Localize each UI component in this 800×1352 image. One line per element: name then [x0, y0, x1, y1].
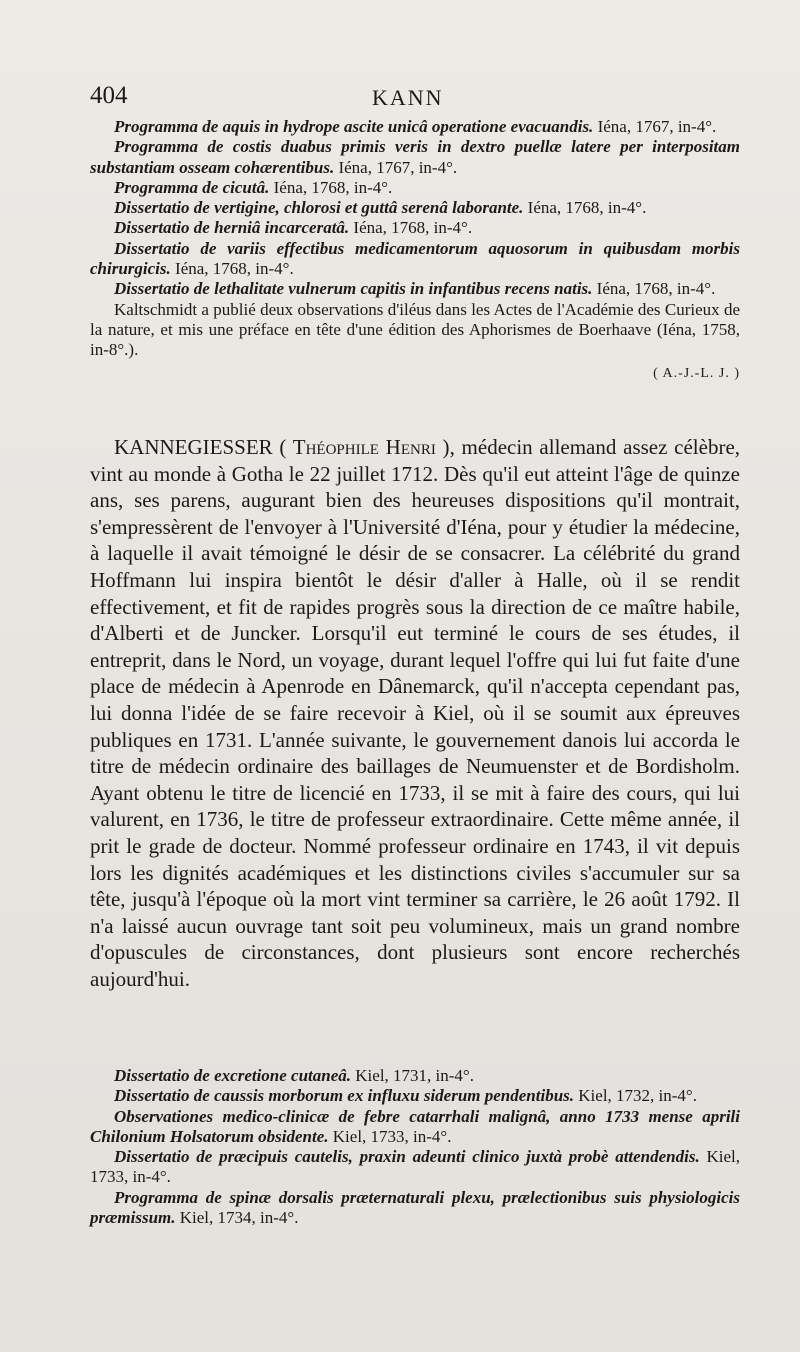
bibliography-entry: [90, 198, 740, 218]
work-title: Dissertatio de variis effectibus medicamentorum aquosorum in quibusdam morbis chirurgicis.: [90, 238, 740, 279]
kannegiesser-article: [90, 434, 740, 992]
bibliography-entry: [90, 1107, 740, 1148]
forenames: ( Théophile Henri ): [279, 435, 450, 459]
work-details: Kiel, 1734, in-4°.: [175, 1208, 299, 1228]
work-details: Iéna, 1768, in-4°.: [592, 279, 716, 299]
work-details: Iéna, 1767, in-4°.: [334, 157, 458, 177]
work-title: Programma de cicutâ.: [114, 177, 270, 197]
page-number: 404: [90, 82, 128, 109]
kann-note: Kaltschmidt a publié deux observations d'iléus dans les Actes de l'Académie des Curieux de la nature, et mis une préface en tête d'une édition des Aphorismes de Boerhaave (Iéna, 1758, in-8°.).: [90, 299, 740, 360]
bibliography-entry: [90, 137, 740, 178]
work-title: Programma de spinæ dorsalis præternaturali plexu, prælectionibus suis physiologicis præmissum.: [90, 1187, 740, 1228]
work-title: Dissertatio de præcipuis cautelis, praxin adeunti clinico juxtà probè attendendis.: [114, 1147, 700, 1167]
work-title: Programma de aquis in hydrope ascite unicâ operatione evacuandis.: [114, 117, 594, 136]
work-details: Kiel, 1732, in-4°.: [574, 1086, 697, 1106]
work-details: Iéna, 1768, in-4°.: [269, 177, 393, 197]
work-details: Kiel, 1731, in-4°.: [351, 1066, 474, 1085]
bibliography-entry: [90, 178, 740, 198]
page-header: [90, 82, 740, 116]
bibliography-entry: [90, 218, 740, 238]
bibliography-entry: [90, 279, 740, 299]
author-signature: ( A.-J.-L. J. ): [653, 365, 740, 381]
work-title: Dissertatio de lethalitate vulnerum capitis in infantibus recens natis.: [114, 279, 593, 299]
work-title: Dissertatio de herniâ incarceratâ.: [114, 218, 350, 238]
work-title: Dissertatio de vertigine, chlorosi et guttâ serenâ laborante.: [114, 198, 524, 218]
kann-bibliography: [90, 117, 740, 384]
headword: KANNEGIESSER: [114, 435, 273, 459]
work-details: Iéna, 1768, in-4°.: [349, 218, 473, 238]
work-details: Kiel, 1733, in-4°.: [328, 1126, 452, 1146]
article-paragraph: [90, 434, 740, 992]
work-details: Iéna, 1767, in-4°.: [593, 117, 717, 136]
kannegiesser-bibliography: [90, 1066, 740, 1228]
bibliography-entry: [90, 117, 740, 137]
bibliography-entry: [90, 1066, 740, 1086]
work-title: Dissertatio de excretione cutaneâ.: [114, 1066, 352, 1085]
work-title: Programma de costis duabus primis veris in dextro puellæ latere per interpositam substantiam osseam cohærentibus.: [90, 137, 740, 177]
work-title: Dissertatio de caussis morborum ex influxu siderum pendentibus.: [114, 1086, 575, 1106]
bibliography-entry: [90, 1188, 740, 1229]
bibliography-entry: [90, 239, 740, 280]
work-details: Iéna, 1768, in-4°.: [170, 259, 294, 279]
work-details: Iéna, 1768, in-4°.: [523, 198, 647, 218]
bibliography-entry: [90, 1147, 740, 1188]
work-details: Kiel, 1733, in-4°.: [90, 1147, 740, 1187]
work-title: Observationes medico-clinicæ de febre catarrhali malignâ, anno 1733 mense aprili Chilonium Holsatorum obsidente.: [90, 1106, 740, 1146]
bibliography-entry: [90, 1086, 740, 1106]
running-head: KANN: [372, 85, 444, 110]
article-body: , médecin allemand assez célèbre, vint au monde à Gotha le 22 juillet 1712. Dès qu'il eut atteint l'âge de quinze ans, ses parens, augurant bien des heureuses dispositions qu'il montrait, s'empressèrent de l'envoyer à l'Université d'Iéna, pour y étudier la médecine, à laquelle il avait témoigné le désir de se consacrer. La célébrité du grand Hoffmann lui inspira bientôt le désir d'aller à Halle, où il se rendit effectivement, et fit de rapides progrès sous la direction de ce maître habile, d'Alberti et de Juncker. Lorsqu'il eut terminé le cours de ses études, il entreprit, dans le Nord, un voyage, durant lequel l'offre qui lui fut faite d'une place de médecin à Apenrode en Dânemarck, qu'il n'accepta cependant pas, lui donna l'idée de se faire recevoir à Kiel, où il se soumit aux épreuves publiques en 1731. L'année suivante, le gouvernement danois lui accorda le titre de médecin ordinaire des baillages de Neumuenster et de Bordisholm. Ayant obtenu le titre de licencié en 1733, il se mit à faire des cours, qui lui valurent, en 1736, le titre de professeur extraordinaire. Cette même année, il prit le grade de docteur. Nommé professeur ordinaire en 1743, il vit depuis lors les dignités académiques et les distinctions civiles s'accumuler sur sa tête, jusqu'à l'époque où la mort vint terminer sa carrière, le 26 août 1792. Il n'a laissé aucun ouvrage tant soit peu volumineux, mais un grand nombre d'opuscules de circonstances, dont plusieurs sont encore recherchés aujourd'hui.: [90, 435, 741, 991]
